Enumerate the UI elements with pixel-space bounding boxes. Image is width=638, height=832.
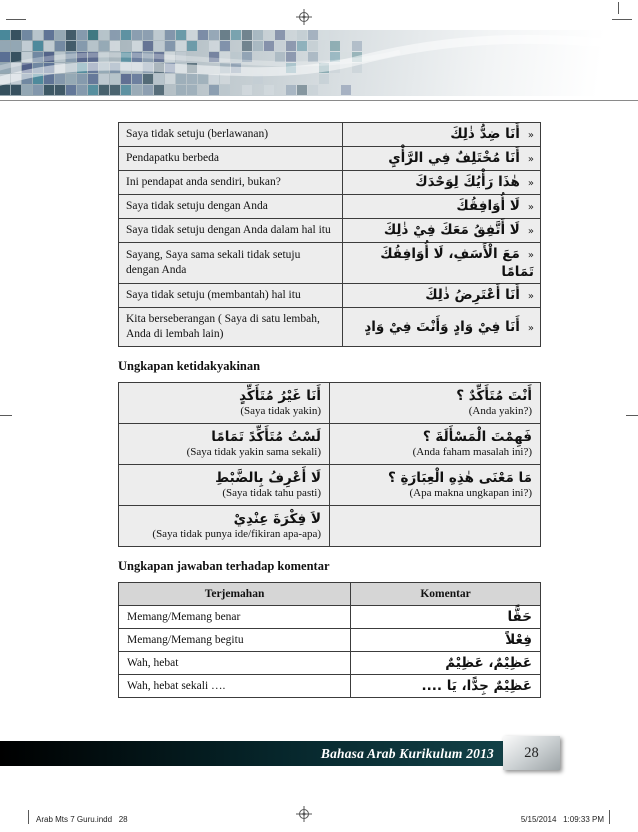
arabic-text: لَا أَعْرِفُ بِالضَّبْطِ bbox=[215, 469, 321, 486]
arabic-text: لَا أَتَّفِقُ مَعَكَ فِيْ ذٰلِكَ bbox=[383, 222, 520, 239]
indonesian-phrase: Saya tidak setuju dengan Anda dalam hal itu bbox=[119, 218, 343, 242]
table-header-row bbox=[119, 582, 541, 605]
list-bullet-icon: « bbox=[527, 154, 534, 166]
arabic-text: أَنَا ضِدُّ ذٰلِكَ bbox=[450, 126, 520, 143]
registration-mark-icon bbox=[296, 806, 312, 822]
uncertainty-left-cell bbox=[119, 423, 330, 464]
arabic-text: أَنَا غَيْرُ مُتَأَكِّدٍ bbox=[239, 387, 321, 404]
translation-text: (Saya tidak yakin) bbox=[240, 404, 321, 417]
indonesian-phrase: Saya tidak setuju (membantah) hal itu bbox=[119, 283, 343, 307]
uncertainty-right-cell bbox=[330, 464, 541, 505]
page-content bbox=[118, 122, 541, 698]
print-filename: Arab Mts 7 Guru.indd 28 bbox=[36, 815, 128, 824]
list-bullet-icon: « bbox=[527, 291, 534, 303]
translation-text: (Anda yakin?) bbox=[468, 404, 532, 417]
crop-mark bbox=[0, 415, 12, 416]
list-bullet-icon: « bbox=[527, 202, 534, 214]
table-row bbox=[119, 674, 541, 697]
uncertainty-right-cell bbox=[330, 382, 541, 423]
table-row bbox=[119, 123, 541, 147]
list-bullet-icon: « bbox=[527, 249, 534, 261]
crop-mark bbox=[609, 810, 610, 824]
arabic-phrase-cell bbox=[343, 194, 541, 218]
translation-cell: Memang/Memang begitu bbox=[119, 628, 351, 651]
table-row bbox=[119, 605, 541, 628]
list-bullet-icon: « bbox=[527, 130, 534, 142]
arabic-text: أَنْتَ مُتَأَكِّدٌ ؟ bbox=[456, 387, 532, 404]
table-row bbox=[119, 242, 541, 283]
comment-cell: عَظِيْمٌ جِدًّا، يَا .... bbox=[351, 674, 541, 697]
table-row bbox=[119, 194, 541, 218]
registration-mark-icon bbox=[296, 9, 312, 25]
indonesian-phrase: Sayang, Saya sama sekali tidak setuju dengan Anda bbox=[119, 242, 343, 283]
comment-cell: عَظِيْمٌ، عَظِيْمٌ bbox=[351, 651, 541, 674]
list-bullet-icon: « bbox=[527, 178, 534, 190]
arabic-phrase-cell bbox=[343, 307, 541, 346]
page-number: 28 bbox=[524, 744, 539, 761]
table-row bbox=[119, 146, 541, 170]
arabic-text: لاَ فِكْرَةَ عِنْدِيْ bbox=[233, 510, 321, 527]
uncertainty-expressions-table bbox=[118, 382, 541, 547]
translation-text: (Saya tidak punya ide/fikiran apa-apa) bbox=[152, 527, 321, 540]
section-heading-comments: Ungkapan jawaban terhadap komentar bbox=[118, 558, 330, 573]
comment-responses-table bbox=[118, 582, 541, 698]
arabic-text: لَسْتُ مُتَأَكِّدً تَمَامًا bbox=[211, 428, 321, 445]
arabic-text: أَنَا مُخْتَلِفٌ فِي الرَّأْيِ bbox=[388, 150, 520, 167]
print-timestamp: 5/15/2014 1:09:33 PM bbox=[520, 815, 604, 824]
list-bullet-icon: « bbox=[527, 322, 534, 334]
table-row bbox=[119, 170, 541, 194]
translation-cell: Memang/Memang benar bbox=[119, 605, 351, 628]
uncertainty-right-cell bbox=[330, 505, 541, 546]
arabic-text: أَنَا فِيْ وَادٍ وَأَنْتَ فِيْ وَادٍ bbox=[364, 318, 520, 335]
table-row bbox=[119, 423, 541, 464]
arabic-text: مَا مَعْنَى هٰذِهِ الْعِبَارَةِ ؟ bbox=[388, 469, 532, 486]
arabic-phrase-cell bbox=[343, 170, 541, 194]
translation-text: (Apa makna ungkapan ini?) bbox=[409, 486, 532, 499]
arabic-text: مَعَ الْأَسَفِ، لَا أُوَافِقُكَ تَمَامًا bbox=[380, 245, 534, 280]
table-row bbox=[119, 505, 541, 546]
table-row bbox=[119, 464, 541, 505]
comment-cell: فِعْلاً bbox=[351, 628, 541, 651]
list-bullet-icon: « bbox=[527, 226, 534, 238]
header-rule bbox=[0, 100, 638, 101]
swoosh-decoration bbox=[0, 30, 623, 96]
arabic-phrase-cell bbox=[343, 146, 541, 170]
translation-text: (Anda faham masalah ini?) bbox=[412, 445, 532, 458]
section-heading-uncertainty: Ungkapan ketidakyakinan bbox=[118, 358, 261, 373]
crop-mark bbox=[618, 2, 619, 14]
translation-text: (Saya tidak tahu pasti) bbox=[222, 486, 321, 499]
indonesian-phrase: Kita berseberangan ( Saya di satu lembah, Anda di lembah lain) bbox=[119, 307, 343, 346]
table-row bbox=[119, 651, 541, 674]
table-row bbox=[119, 218, 541, 242]
indonesian-phrase: Saya tidak setuju dengan Anda bbox=[119, 194, 343, 218]
column-header-terjemahan: Terjemahan bbox=[119, 582, 351, 605]
table-row bbox=[119, 307, 541, 346]
indonesian-phrase: Ini pendapat anda sendiri, bukan? bbox=[119, 170, 343, 194]
uncertainty-left-cell bbox=[119, 382, 330, 423]
arabic-text: لَا أُوَافِقُكَ bbox=[456, 198, 520, 215]
indonesian-phrase: Pendapatku berbeda bbox=[119, 146, 343, 170]
page-number-badge bbox=[503, 736, 560, 770]
uncertainty-left-cell bbox=[119, 505, 330, 546]
table-row bbox=[119, 628, 541, 651]
table-row bbox=[119, 283, 541, 307]
footer-bar bbox=[0, 741, 556, 766]
arabic-phrase-cell bbox=[343, 218, 541, 242]
crop-mark bbox=[6, 19, 26, 20]
arabic-text: فَهِمْتَ الْمَسْأَلَةَ ؟ bbox=[422, 428, 532, 445]
book-series-title: Bahasa Arab Kurikulum 2013 bbox=[320, 745, 494, 761]
disagreement-phrases-table bbox=[118, 122, 541, 347]
arabic-text: هٰذَا رَأْيُكَ لِوَحْدَكَ bbox=[415, 174, 520, 191]
header-decoration bbox=[0, 30, 623, 96]
translation-cell: Wah, hebat sekali …. bbox=[119, 674, 351, 697]
arabic-phrase-cell bbox=[343, 242, 541, 283]
arabic-text: أَنَا أَعْتَرِضُ ذٰلِكَ bbox=[425, 287, 520, 304]
crop-mark bbox=[612, 19, 632, 20]
uncertainty-right-cell bbox=[330, 423, 541, 464]
column-header-komentar: Komentar bbox=[351, 582, 541, 605]
comment-cell: حَقًّا bbox=[351, 605, 541, 628]
uncertainty-left-cell bbox=[119, 464, 330, 505]
crop-mark bbox=[28, 810, 29, 824]
arabic-phrase-cell bbox=[343, 283, 541, 307]
translation-text: (Saya tidak yakin sama sekali) bbox=[186, 445, 321, 458]
indonesian-phrase: Saya tidak setuju (berlawanan) bbox=[119, 123, 343, 147]
table-row bbox=[119, 382, 541, 423]
translation-cell: Wah, hebat bbox=[119, 651, 351, 674]
arabic-phrase-cell bbox=[343, 123, 541, 147]
crop-mark bbox=[626, 415, 638, 416]
